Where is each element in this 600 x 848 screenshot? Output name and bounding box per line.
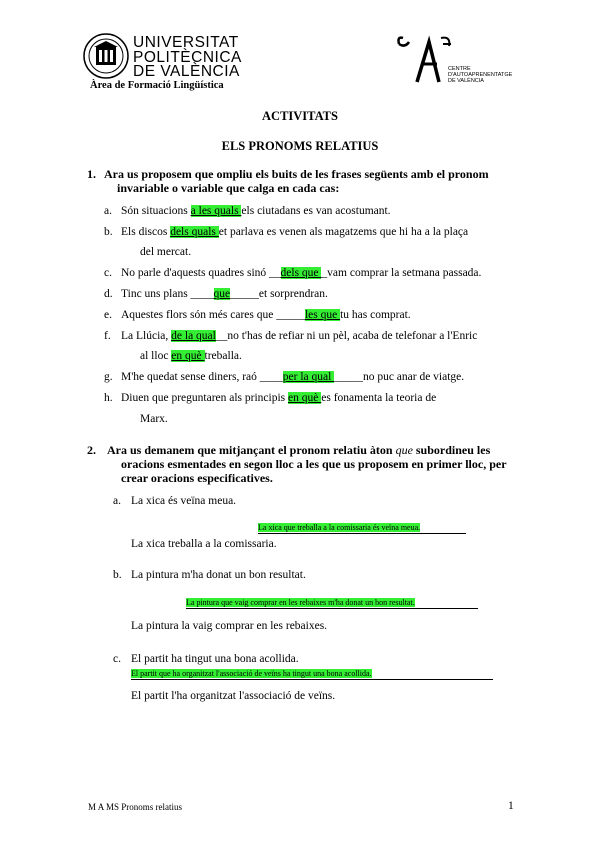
q1-item-letter: d. <box>104 288 113 300</box>
answer-field[interactable]: que <box>213 288 231 300</box>
q2-item-a-second: La xica treballa a la comissaria. <box>131 538 277 550</box>
q1-item-letter: c. <box>104 267 112 279</box>
q2-item-c-answer-field[interactable]: El partit que ha organitzat l'associació de veïns ha tingut una bona acollida. <box>131 667 493 680</box>
answer-field[interactable]: per la qual <box>282 371 335 383</box>
centre-name: CENTRE D'AUTOAPRENENTATGE DE VALÈNCIA <box>448 66 513 84</box>
page-subtitle: ELS PRONOMS RELATIUS <box>221 139 379 153</box>
q1-item-letter: f. <box>104 330 111 342</box>
q1-item-b-cont: del mercat. <box>140 246 192 258</box>
q1-item-letter: b. <box>104 226 113 238</box>
area-name: Àrea de Formació Lingüística <box>90 80 224 91</box>
answer-field[interactable]: en què <box>171 350 205 362</box>
q2-number: 2. <box>87 443 96 457</box>
q1-text-line2: invariable o variable que calga en cada cas: <box>117 181 340 195</box>
university-name <box>133 36 242 80</box>
q1-item-letter: e. <box>104 309 112 321</box>
q2-item-b-first: La pintura m'ha donat un bon resultat. <box>131 569 306 581</box>
centre-logo-icon <box>395 34 455 86</box>
q1-item-letter: g. <box>104 371 113 383</box>
q1-item-d: Tinc uns plans ____que_____et sorprendran. <box>121 288 328 300</box>
q1-item-letter: h. <box>104 392 113 404</box>
q1-item-h: Diuen que preguntaren als principis en què es fonamenta la teoria de <box>121 392 437 404</box>
q1-item-b: Els discos dels quals et parlava es venen als magatzems que hi ha a la plaça <box>121 226 469 238</box>
university-line-1: UNIVERSITAT <box>133 34 239 51</box>
q1-item-f-cont: al lloc en què treballa. <box>140 350 242 362</box>
answer-field[interactable]: a les quals <box>190 205 242 217</box>
q2-item-a-first: La xica és veïna meua. <box>131 495 237 507</box>
page-title: ACTIVITATS <box>262 109 338 123</box>
q1-item-c: No parle d'aquests quadres sinó __dels que _vam comprar la setmana passada. <box>121 267 482 279</box>
footer-text: M A MS Pronoms relatius <box>88 802 183 812</box>
answer-field[interactable]: en què <box>288 392 322 404</box>
q1-text-line1: Ara us proposem que ompliu els buits de les frases següents amb el pronom <box>104 167 489 181</box>
q1-item-h-cont: Marx. <box>140 413 168 425</box>
q2-item-b-second: La pintura la vaig comprar en les rebaixes. <box>131 620 328 632</box>
q1-item-g: M'he quedat sense diners, raó ____per la qual _____no puc anar de viatge. <box>121 371 465 383</box>
university-seal-icon <box>83 33 129 79</box>
q2-item-c-second: El partit l'ha organitzat l'associació de veïns. <box>131 690 336 702</box>
q2-text-line3: crear oracions especificatives. <box>121 471 273 485</box>
q2-text-line1: Ara us demanem que mitjançant el pronom relatiu àton que subordineu les <box>107 443 491 457</box>
q1-item-f: La Llúcia, de la qual__no t'has de refiar ni un pèl, acaba de telefonar a l'Enric <box>121 330 478 342</box>
q2-item-a-answer-field[interactable]: La xica que treballa a la comissaria és veïna meua. <box>258 521 466 534</box>
q1-item-a: Són situacions a les quals els ciutadans es van acostumant. <box>121 205 391 217</box>
q1-number: 1. <box>87 167 96 181</box>
q2-item-letter: a. <box>113 495 121 507</box>
q2-text-line2: oracions esmentades en segon lloc a les que us proposem en primer lloc, per <box>121 457 507 471</box>
answer-field[interactable]: dels que <box>280 267 322 279</box>
university-line-2: POLITÈCNICA <box>133 48 242 66</box>
answer-field[interactable]: dels quals <box>170 226 219 238</box>
q2-item-letter: b. <box>113 569 122 581</box>
q2-item-letter: c. <box>113 653 121 665</box>
q1-item-letter: a. <box>104 205 112 217</box>
q2-item-c-first: El partit ha tingut una bona acollida. <box>131 653 299 665</box>
q2-item-b-answer-field[interactable]: La pintura que vaig comprar en les rebaixes m'ha donat un bon resultat. <box>186 596 478 609</box>
answer-field[interactable]: de la qual <box>171 330 216 342</box>
q1-item-e: Aquestes flors són més cares que _____les que tu has comprat. <box>121 309 411 321</box>
page-number: 1 <box>508 800 514 812</box>
university-line-3: DE VALÈNCIA <box>133 63 240 80</box>
answer-field[interactable]: les que <box>304 309 341 321</box>
